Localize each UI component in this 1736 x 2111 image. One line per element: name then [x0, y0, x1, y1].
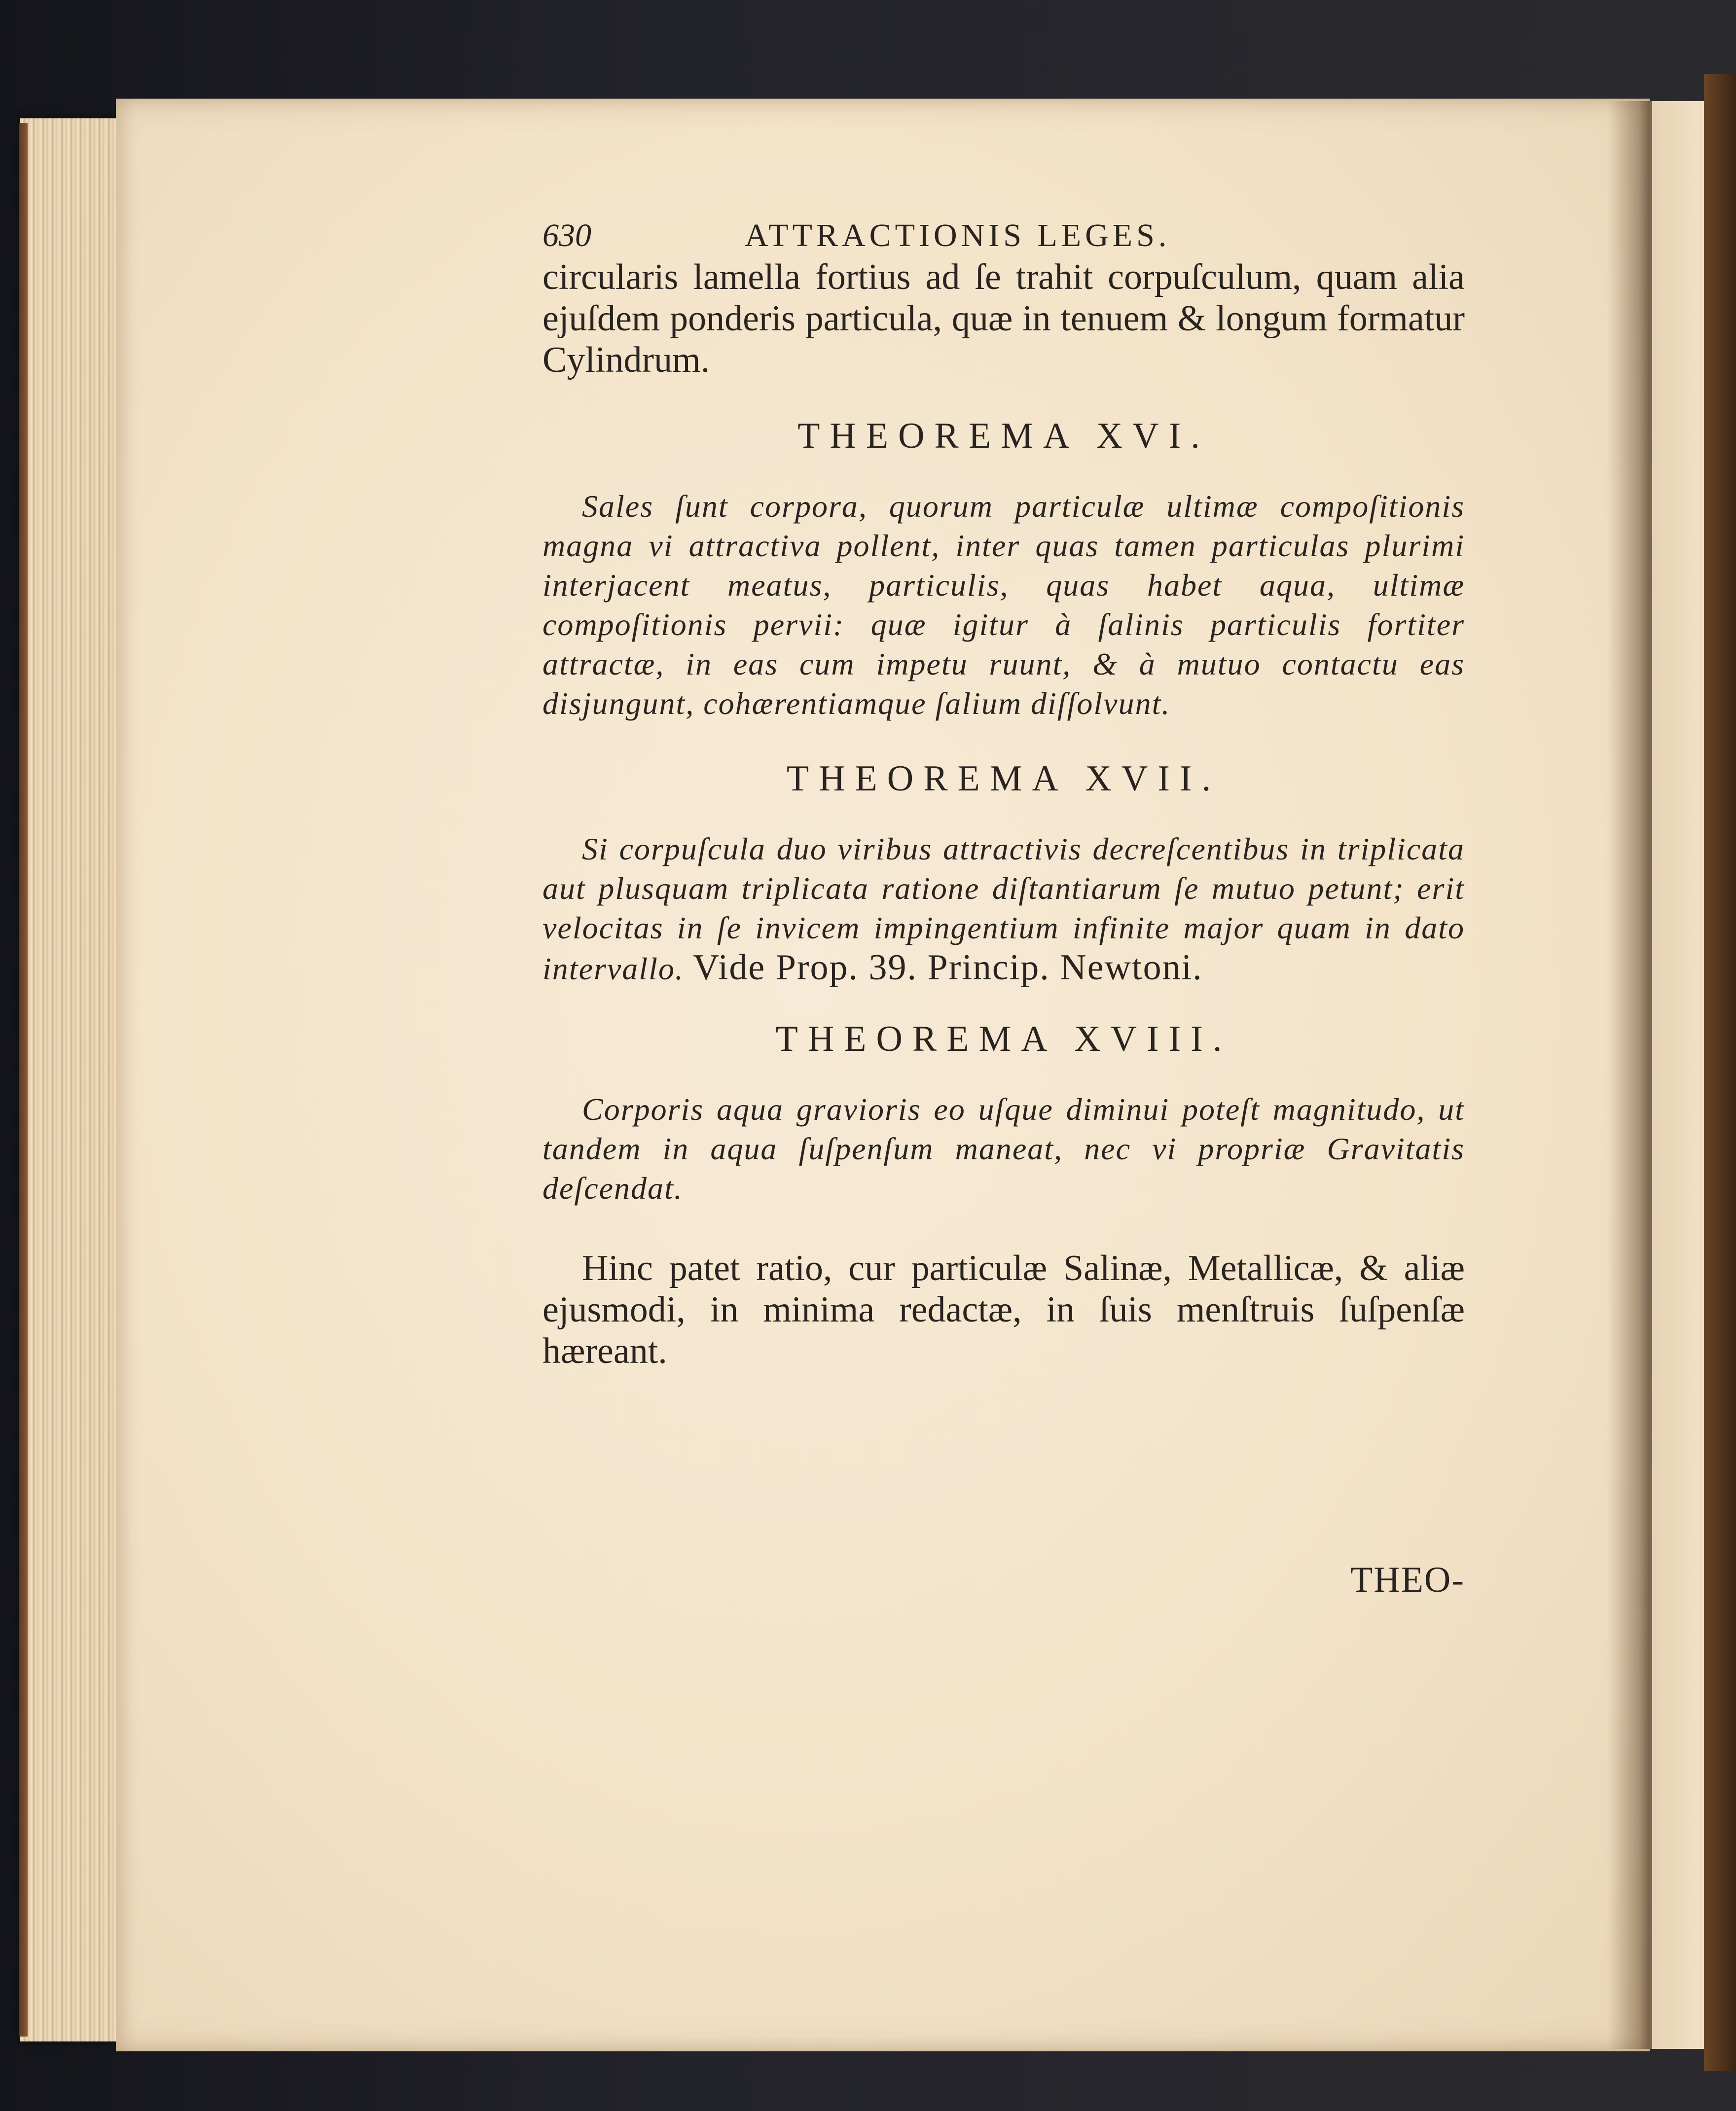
page-number: 630: [542, 217, 591, 253]
theorem-18-title: THEOREMA XVIII.: [775, 1019, 1232, 1059]
theorem-18-text: Corporis aqua gravioris eo uſque diminui poteſt magnitudo, ut tandem in aqua ſuſpenſum maneat, nec vi propriæ Gravitatis deſcendat.: [542, 1092, 1465, 1206]
running-head: [542, 212, 1465, 256]
catchword: THEO-: [1350, 1560, 1465, 1600]
theorem-17-text: [542, 829, 1465, 989]
theorem-16-title: THEOREMA XVI.: [797, 416, 1210, 456]
theorem-17-italic: Si corpuſcula duo viribus attractivis decreſcentibus in triplicata aut plusquam triplicata ratione diſtantiarum ſe mutuo petunt; erit velocitas in ſe invicem impingentium infinite major quam in dato intervallo.: [542, 831, 1465, 986]
binding-edge: [19, 123, 28, 2037]
theorem-16-text: Sales ſunt corpora, quorum particulæ ultimæ compoſitionis magna vi attractiva pollent, inter quas tamen particulas plurimi interjacent meatus, particulis, quas habet aqua, ultimæ compoſitionis pervii: quæ igitur à ſalinis particulis fortiter attractæ, in eas cum impetu ruunt, & à mutuo contactu eas disjungunt, cohærentiamque ſalium diſſolvunt.: [542, 489, 1465, 721]
theorem-17-reference: Vide Prop. 39. Princip. Newtoni.: [692, 947, 1203, 988]
text-column: [542, 212, 1465, 1601]
gutter-shadow: [1608, 101, 1652, 2049]
spine-edge: [1704, 74, 1736, 2071]
closing-paragraph: Hinc patet ratio, cur particulæ Salinæ, Metallicæ, & aliæ ejusmodi, in minima redactæ, in ſuis menſtruis ſuſpenſæ hæreant.: [542, 1248, 1465, 1371]
continuation-paragraph: circularis lamella fortius ad ſe trahit corpuſculum, quam alia ejuſdem ponderis particula, quæ in tenuem & longum formatur Cylindrum.: [542, 257, 1465, 380]
theorem-17-title: THEOREMA XVII.: [786, 758, 1221, 799]
running-title: ATTRACTIONIS LEGES.: [745, 217, 1171, 253]
